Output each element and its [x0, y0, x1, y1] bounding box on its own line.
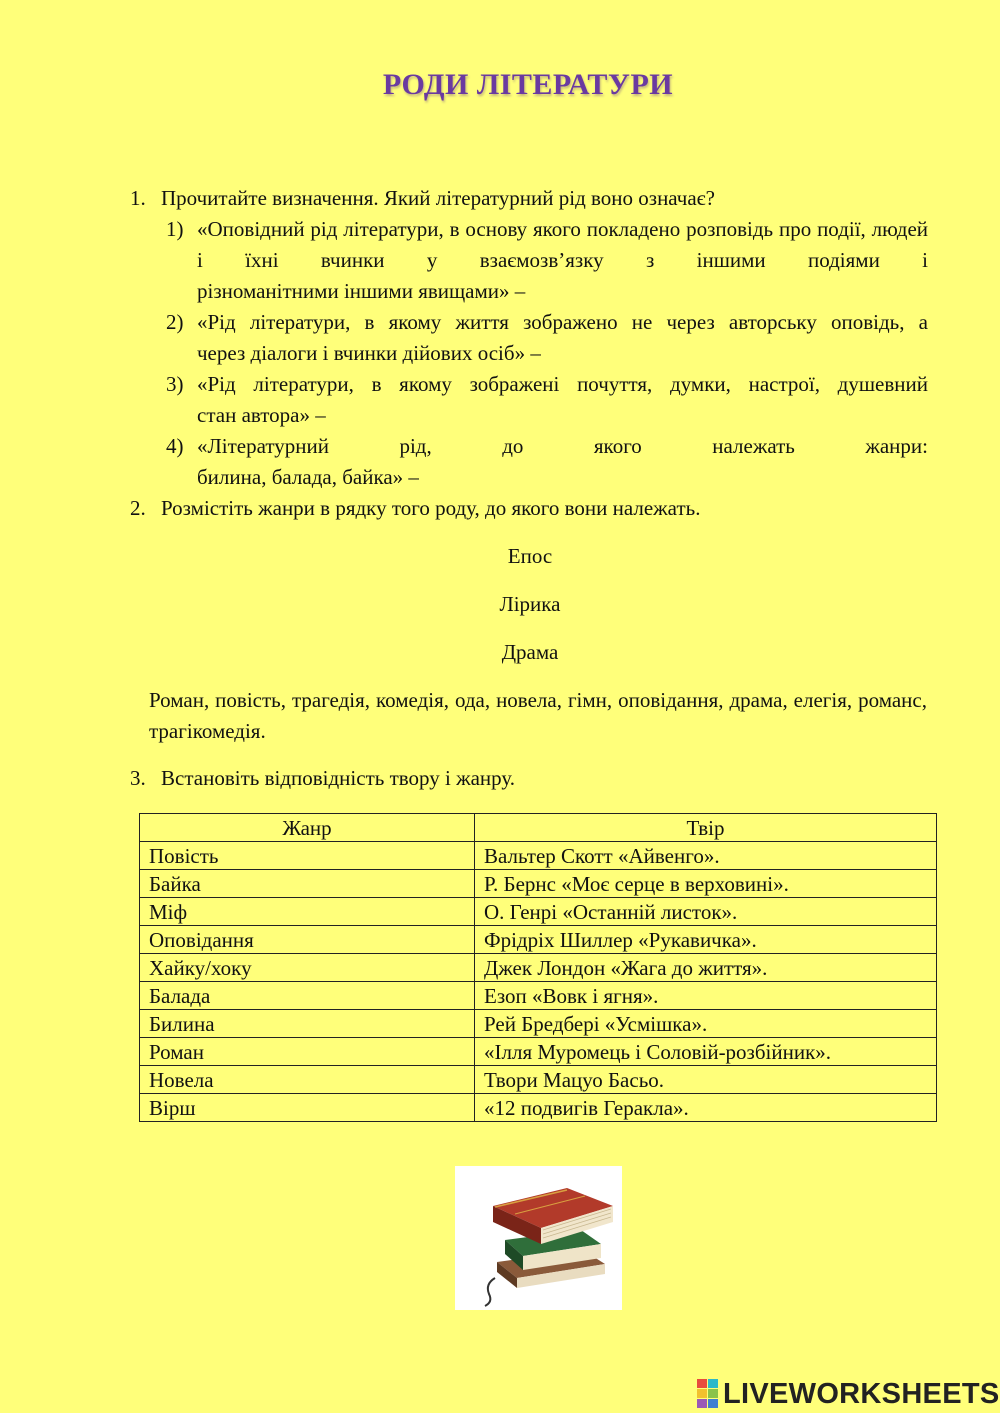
kind-lyrics: Лірика [499, 592, 561, 616]
genre-cell: Новела [140, 1066, 475, 1094]
definition-text [197, 214, 928, 307]
work-cell: Твори Мацуо Басьо. [475, 1066, 937, 1094]
table-header-row [140, 814, 937, 842]
genre-cell: Балада [140, 982, 475, 1010]
books-stack-icon [455, 1166, 622, 1310]
header-work: Твір [475, 814, 937, 842]
brand-name: LIVEWORKSHEETS [723, 1377, 1000, 1410]
table-row [140, 1066, 937, 1094]
books-illustration [455, 1166, 622, 1310]
genre-cell: Вірш [140, 1094, 475, 1122]
definition-line: стан автора» – [197, 403, 326, 427]
genre-cell: Роман [140, 1038, 475, 1066]
question-text: Розмістіть жанри в рядку того роду, до якого вони належать. [161, 496, 701, 520]
item-number: 4) [166, 434, 184, 458]
table-row [140, 982, 937, 1010]
question-number: 3. [130, 766, 146, 790]
definition-text [197, 369, 928, 431]
table-row [140, 1010, 937, 1038]
genre-cell: Міф [140, 898, 475, 926]
table-row [140, 1094, 937, 1122]
question-text: Встановіть відповідність твору і жанру. [161, 766, 516, 790]
item-number: 1) [166, 217, 184, 241]
definition-line: «Рід літератури, в якому зображені почуття, думки, настрої, душевний [197, 372, 928, 396]
genre-cell: Хайку/хоку [140, 954, 475, 982]
definition-line: «Оповідний рід літератури, в основу якого покладено розповідь про події, людей і їхні вчинки у взаємозв’язку з іншими подіями і [197, 217, 928, 272]
genre-cell: Повість [140, 842, 475, 870]
work-cell: Р. Бернс «Моє серце в верховині». [475, 870, 937, 898]
footer-brand [697, 1376, 1000, 1412]
table-row [140, 870, 937, 898]
definition-line: різноманітними іншими явищами» – [197, 279, 526, 303]
table-row [140, 926, 937, 954]
work-cell: «12 подвигів Геракла». [475, 1094, 937, 1122]
item-number: 3) [166, 372, 184, 396]
definition-line: «Літературний рід, до якого належать жанри: [197, 434, 928, 458]
question-text: Прочитайте визначення. Який літературний рід воно означає? [161, 186, 715, 210]
work-cell: Фрідріх Шиллер «Рукавичка». [475, 926, 937, 954]
table-row [140, 1038, 937, 1066]
item-number: 2) [166, 310, 184, 334]
table-row [140, 842, 937, 870]
work-cell: Рей Бредбері «Усмішка». [475, 1010, 937, 1038]
definition-line: через діалоги і вчинки дійових осіб» – [197, 341, 541, 365]
page-title: РОДИ ЛІТЕРАТУРИ [382, 68, 674, 101]
question-number: 2. [130, 496, 146, 520]
genre-cell: Оповідання [140, 926, 475, 954]
work-cell: Джек Лондон «Жага до життя». [475, 954, 937, 982]
genres-list: Роман, повість, трагедія, комедія, ода, новела, гімн, оповідання, драма, елегія, романс, трагікомедія. [149, 688, 927, 743]
genre-cell: Байка [140, 870, 475, 898]
question-number: 1. [130, 186, 146, 210]
definition-text [197, 307, 928, 369]
work-cell: «Ілля Муромець і Соловій-розбійник». [475, 1038, 937, 1066]
table-row [140, 954, 937, 982]
header-genre: Жанр [140, 814, 475, 842]
genre-cell: Билина [140, 1010, 475, 1038]
work-cell: Езоп «Вовк і ягня». [475, 982, 937, 1010]
definition-line: «Рід літератури, в якому життя зображено не через авторську оповідь, а [197, 310, 928, 334]
liveworksheets-logo-icon [697, 1379, 719, 1409]
kind-drama: Драма [501, 640, 559, 664]
matching-table [139, 813, 937, 1122]
kind-epos: Епос [507, 544, 553, 568]
table-row [140, 898, 937, 926]
definition-line: билина, балада, байка» – [197, 465, 419, 489]
definition-text [197, 431, 928, 493]
work-cell: О. Генрі «Останній листок». [475, 898, 937, 926]
work-cell: Вальтер Скотт «Айвенго». [475, 842, 937, 870]
